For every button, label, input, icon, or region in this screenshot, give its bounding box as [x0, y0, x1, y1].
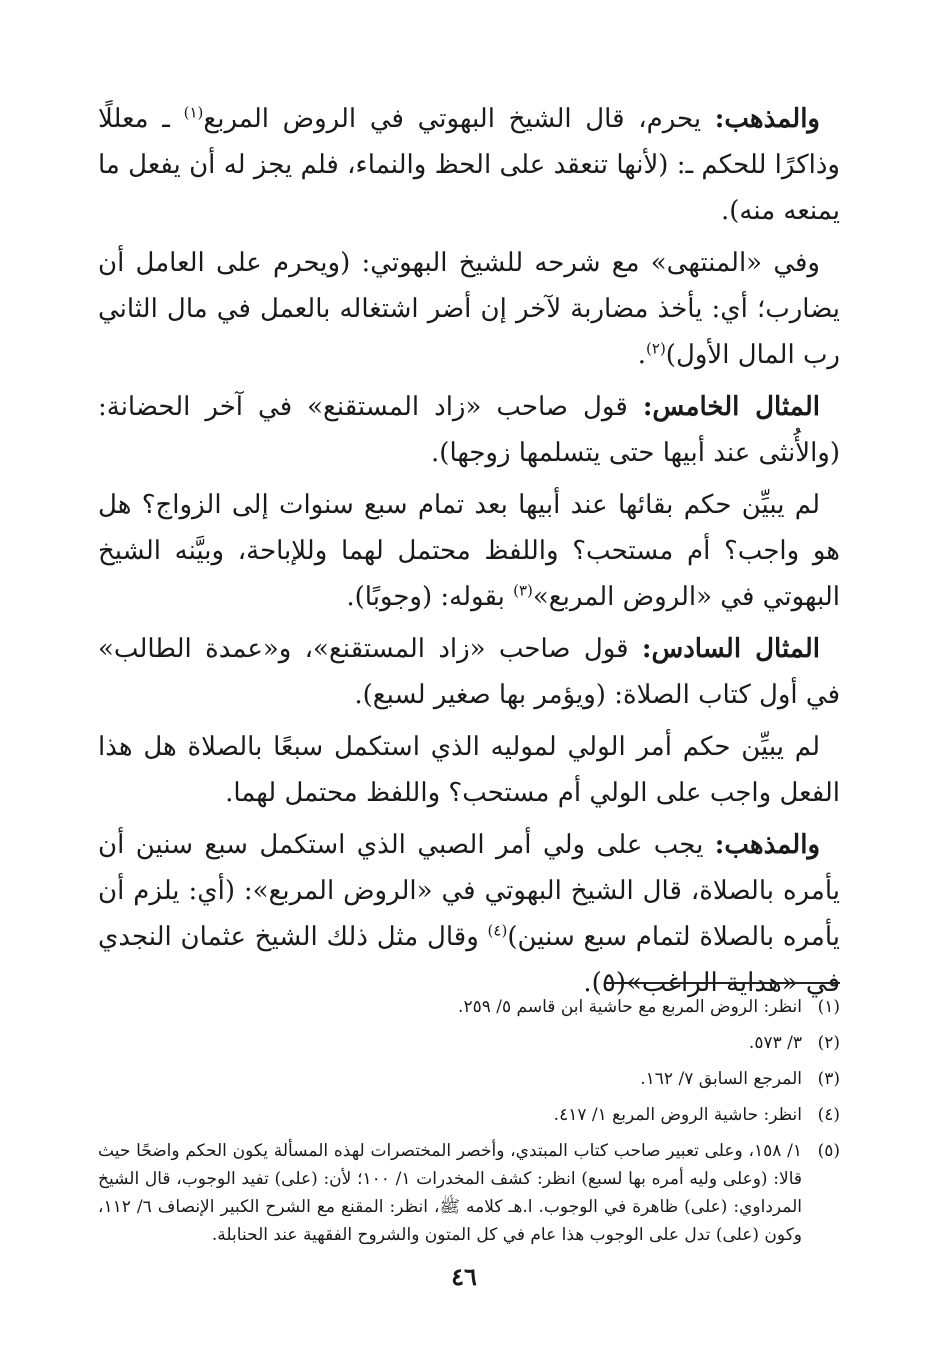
footnote-ref[interactable]: (٢) — [646, 339, 666, 358]
paragraph-lead: المثال الخامس: — [642, 392, 820, 422]
footnote-ref[interactable]: (٤) — [487, 921, 508, 940]
page-number: ٤٦ — [451, 1262, 477, 1291]
footnote — [98, 1137, 840, 1249]
footnote-divider — [604, 982, 840, 984]
paragraph — [98, 240, 840, 378]
footnote — [98, 993, 840, 1021]
paragraph-text: وفي «المنتهى» مع شرحه للشيخ البهوتي: (ويحرم على العامل أن يضارب؛ أي: يأخذ مضاربة لآخر إن أضر اشتغاله بالعمل في مال الثاني رب المال الأول) — [98, 248, 840, 370]
paragraph — [98, 384, 840, 476]
paragraph — [98, 822, 840, 1006]
footnote — [98, 1065, 840, 1093]
paragraph-text: قول صاحب «زاد المستقنع» في آخر الحضانة: (والأُنثى عند أبيها حتى يتسلمها زوجها). — [98, 392, 840, 468]
footnote-text: ٣/ ٥٧٣. — [748, 1033, 802, 1053]
paragraph-tail: وقال مثل ذلك الشيخ عثمان النجدي في «هداية الراغب»(٥). — [98, 922, 840, 998]
paragraph — [98, 482, 840, 620]
footnote-number: (٥) — [817, 1141, 840, 1161]
footnote-number: (٤) — [817, 1105, 840, 1125]
paragraph-lead: والمذهب: — [714, 104, 820, 134]
footnote-text: ١/ ١٥٨، وعلى تعبير صاحب كتاب المبتدي، وأخصر المختصرات لهذه المسألة يكون الحكم واضحًا حيث قالا: (وعلى وليه أمره بها لسبع) انظر: كشف المخدرات ١/ ١٠٠؛ لأن: (على) تفيد الوجوب، قال الشيخ المرداوي: (على) ظاهرة في الوجوب. ا.هـ كلامه ﷺ، انظر: المقنع مع الشرح الكبير الإنصاف ٦/ ١١٢، وكون (على) تدل على الوجوب هذا عام في كل المتون والشروح الفقهية عند الحنابلة. — [98, 1141, 802, 1245]
footnote-number: (٣) — [817, 1069, 840, 1089]
paragraph-lead: والمذهب: — [714, 830, 820, 860]
footnote-ref[interactable]: (٣) — [513, 581, 533, 600]
footnote-ref[interactable]: (١) — [183, 103, 204, 122]
paragraph — [98, 724, 840, 816]
paragraph — [98, 626, 840, 718]
paragraph-text: لم يبيِّن حكم بقائها عند أبيها بعد تمام سبع سنوات إلى الزواج؟ هل هو واجب؟ أم مستحب؟ واللفظ محتمل لهما وللإباحة، وبيَّنه الشيخ البهوتي في «الروض المربع» — [98, 490, 840, 612]
footnote-text: المرجع السابق ٧/ ١٦٢. — [640, 1069, 802, 1089]
footnote-text: انظر: الروض المربع مع حاشية ابن قاسم ٥/ ٢٥٩. — [458, 997, 802, 1017]
footnote-number: (١) — [817, 997, 840, 1017]
paragraph-text: يجب على ولي أمر الصبي الذي استكمل سبع سنين أن يأمره بالصلاة، قال الشيخ البهوتي في «الروض المربع»: (أي: يلزم أن يأمره بالصلاة لتمام سبع سنين) — [98, 830, 840, 952]
footnote — [98, 1029, 840, 1057]
paragraph — [98, 96, 840, 234]
paragraph-tail: بقوله: (وجوبًا). — [346, 582, 514, 612]
footnote-number: (٢) — [817, 1033, 840, 1053]
footnote-text: انظر: حاشية الروض المربع ١/ ٤١٧. — [553, 1105, 802, 1125]
footnote — [98, 1101, 840, 1129]
paragraph-lead: المثال السادس: — [641, 634, 821, 664]
paragraph-tail: . — [637, 340, 647, 370]
paragraph-tail: ـ معللًا وذاكرًا للحكم ـ: (لأنها تنعقد على الحظ والنماء، فلم يجز له أن يفعل ما يمنعه منه). — [98, 104, 840, 226]
main-text — [98, 96, 840, 1012]
paragraph-text: قول صاحب «زاد المستقنع»، و«عمدة الطالب» في أول كتاب الصلاة: (ويؤمر بها صغير لسبع). — [98, 634, 840, 710]
paragraph-text: لم يبيِّن حكم أمر الولي لموليه الذي استكمل سبعًا بالصلاة هل هذا الفعل واجب على الولي أم مستحب؟ واللفظ محتمل لهما. — [98, 732, 840, 808]
paragraph-text: يحرم، قال الشيخ البهوتي في الروض المربع — [203, 104, 715, 134]
footnotes — [98, 993, 840, 1257]
